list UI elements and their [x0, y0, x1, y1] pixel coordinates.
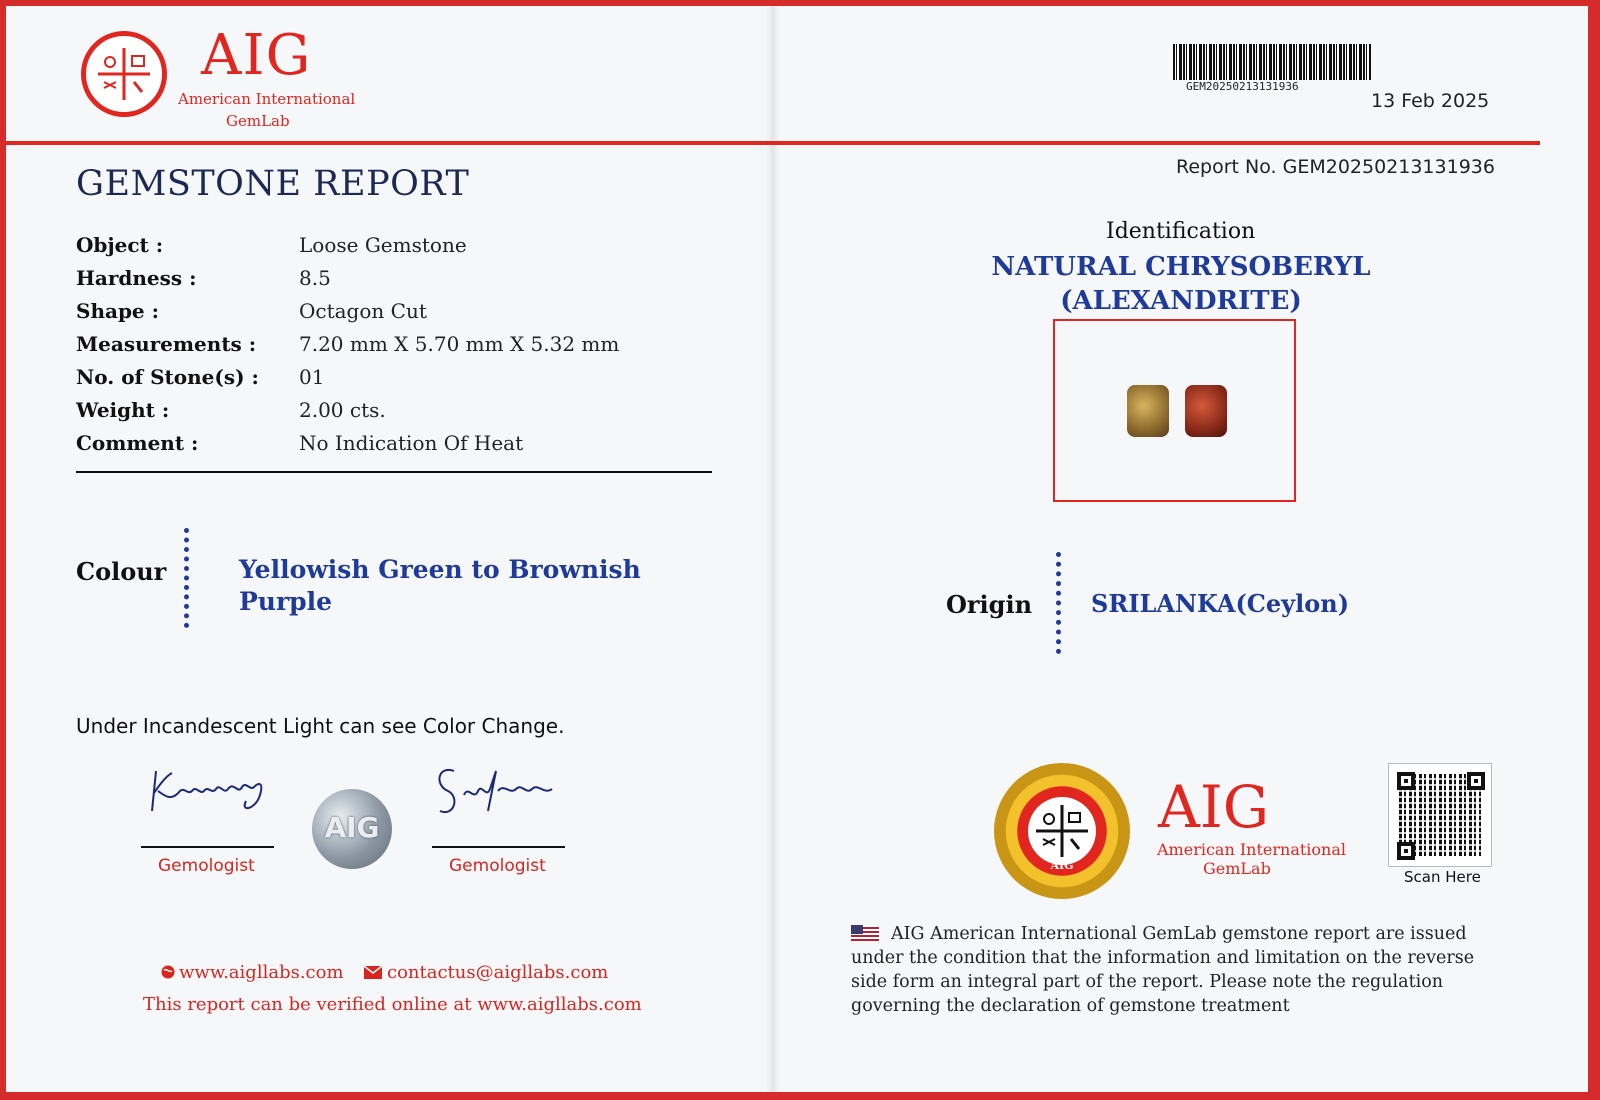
colour-label: Colour	[76, 557, 167, 586]
dotted-separator	[1056, 552, 1065, 654]
lab-name-line2-bottom: GemLab	[1203, 859, 1271, 878]
identification-line2: (ALEXANDRITE)	[1060, 286, 1302, 316]
aig-logo-icon	[81, 31, 167, 117]
report-date: 13 Feb 2025	[1371, 90, 1490, 112]
hologram-seal-icon	[312, 789, 392, 869]
barcode-number: GEM20250213131936	[1186, 80, 1299, 93]
detail-value: 2.00 cts.	[299, 397, 386, 422]
detail-value: Loose Gemstone	[299, 232, 467, 257]
lab-logo-text: AIG	[201, 23, 312, 88]
gemologist-label-left: Gemologist	[158, 856, 255, 876]
signature-line-right	[432, 846, 565, 848]
email-link[interactable]	[364, 962, 608, 983]
lab-name-line1-bottom: American International	[1157, 840, 1347, 859]
detail-row	[76, 327, 619, 360]
page-title: GEMSTONE REPORT	[76, 164, 470, 204]
report-sheet	[6, 6, 1588, 1092]
gemstone-image-incandescent	[1185, 385, 1227, 437]
envelope-icon	[364, 966, 382, 979]
detail-row	[76, 228, 619, 261]
lab-logo-text-bottom: AIG	[1158, 773, 1270, 841]
us-flag-icon	[851, 925, 879, 941]
detail-label: Object :	[76, 232, 164, 257]
qr-code[interactable]	[1388, 763, 1492, 867]
gold-seal-icon	[994, 763, 1130, 899]
globe-icon	[161, 965, 175, 979]
seal-center	[1028, 797, 1096, 865]
section-divider	[76, 471, 712, 473]
detail-value: No Indication Of Heat	[299, 430, 524, 455]
signature-right	[434, 761, 564, 821]
disclaimer-text: AIG American International GemLab gemstone report are issued under the condition that the information and limitation on the reverse side form an integral part of the report. Please note the regulation governing the declaration of gemstone treatment	[851, 924, 1475, 1016]
detail-row	[76, 360, 619, 393]
lab-name-line1: American International	[178, 90, 356, 108]
detail-value: 7.20 mm X 5.70 mm X 5.32 mm	[299, 331, 620, 356]
gemologist-label-right: Gemologist	[449, 856, 546, 876]
identification-line1: NATURAL CHRYSOBERYL	[991, 252, 1371, 282]
gemstone-photo	[1053, 319, 1296, 502]
hologram-text: AIG	[324, 811, 380, 844]
signature-left	[148, 761, 278, 821]
qr-finder	[1397, 772, 1415, 790]
email-text: contactus@aigllabs.com	[387, 962, 609, 983]
website-link[interactable]	[161, 962, 344, 983]
qr-finder	[1467, 772, 1485, 790]
detail-label: Shape :	[76, 298, 159, 323]
detail-row	[76, 426, 619, 459]
disclaimer	[851, 922, 1491, 1018]
barcode	[1173, 44, 1371, 80]
origin-label: Origin	[946, 590, 1033, 619]
details-list	[76, 228, 619, 459]
dotted-separator	[184, 528, 193, 628]
identification-heading: Identification	[1106, 219, 1256, 244]
detail-value: Octagon Cut	[299, 298, 427, 323]
origin-value: SRILANKA(Ceylon)	[1091, 589, 1350, 618]
page-fold	[766, 6, 780, 1092]
header-rule	[6, 141, 1540, 145]
signature-line-left	[141, 846, 274, 848]
detail-label: No. of Stone(s) :	[76, 364, 259, 389]
detail-value: 01	[299, 364, 325, 389]
qr-finder	[1397, 842, 1415, 860]
detail-row	[76, 393, 619, 426]
detail-label: Hardness :	[76, 265, 197, 290]
detail-row	[76, 261, 619, 294]
report-number: Report No. GEM20250213131936	[1176, 156, 1495, 178]
identification-name	[981, 250, 1381, 318]
detail-label: Weight :	[76, 397, 170, 422]
seal-text: AIG	[1050, 859, 1074, 872]
colour-value: Yellowish Green to Brownish Purple	[239, 555, 641, 616]
color-change-note: Under Incandescent Light can see Color Change.	[76, 714, 565, 738]
detail-row	[76, 294, 619, 327]
detail-label: Measurements :	[76, 331, 257, 356]
detail-value: 8.5	[299, 265, 331, 290]
lab-name-line2: GemLab	[226, 112, 290, 130]
verify-text: This report can be verified online at www.aigllabs.com	[143, 994, 642, 1015]
qr-caption: Scan Here	[1404, 868, 1481, 886]
gemstone-image-daylight	[1127, 385, 1169, 437]
website-text: www.aigllabs.com	[179, 962, 344, 983]
detail-label: Comment :	[76, 430, 199, 455]
